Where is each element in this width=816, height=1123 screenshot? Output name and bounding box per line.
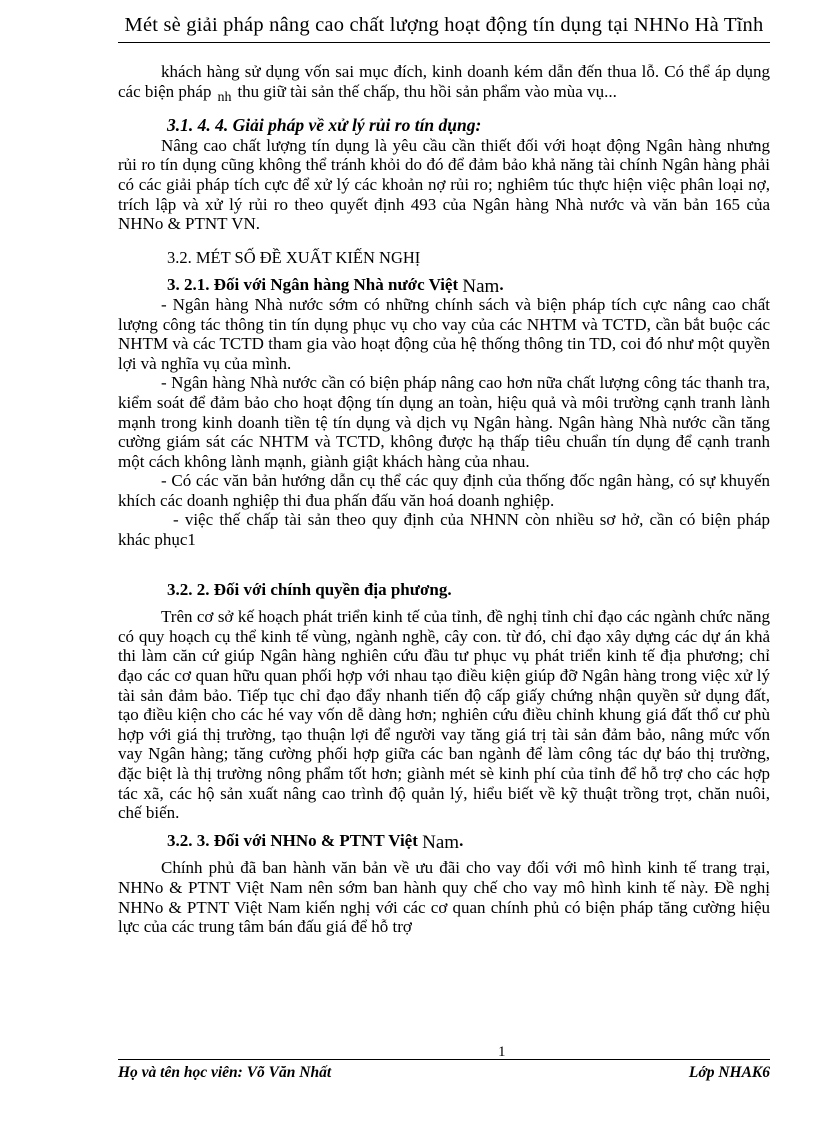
heading-3-2-1-nam: Nam	[462, 276, 500, 298]
header-divider	[118, 42, 770, 43]
heading-3-1-4-4: 3.1. 4. 4. Giải pháp về xử lý rủi ro tín dụng:	[167, 115, 482, 136]
page-header-title: Mét sè giải pháp nâng cao chất lượng hoạt động tín dụng tại NHNo Hà Tĩnh	[124, 14, 764, 36]
paragraph-3-2-1-a: - Ngân hàng Nhà nước sớm có những chính sách và biện pháp tích cực nâng cao chất lượng công tác thông tin tín dụng phục vụ cho vay của các NHTM và TCTD, cần bắt buộc các NHTM và các TCTD tham gia vào hoạt động của hệ thống thông tin TD, coi đó như một quyền lợi và nghĩa vụ của mình.	[118, 294, 770, 373]
paragraph-3-2-1-c: - Có các văn bản hướng dẫn cụ thể các quy định của thống đốc ngân hàng, có sự khuyến khích các doanh nghiệp thi đua phấn đấu văn hoá doanh nghiệp.	[118, 471, 770, 510]
paragraph-3-2-1-b: - Ngân hàng Nhà nước cần có biện pháp nâng cao hơn nữa chất lượng công tác thanh tra, kiểm soát để đảm bảo cho hoạt động tín dụng an toàn, hiệu quả và môi trường cạnh tranh lành mạnh trong kinh doanh tiền tệ tín dụng và dịch vụ Ngân hàng. Ngân hàng Nhà nước cần tăng cường giám sát các NHTM và TCTD, không được hạ thấp tiêu chuẩn tín dụng để cạnh tranh một cách không lành mạnh, giành giật khách hàng của nhau.	[118, 373, 770, 471]
heading-3-2-1-dot: .	[499, 275, 504, 295]
document-body	[118, 62, 770, 937]
footer-class: Lớp NHAK6	[688, 1064, 770, 1081]
heading-3-2-3-dot: .	[459, 830, 464, 850]
paragraph-3-2-1-d: - việc thế chấp tài sản theo quy định của NHNN còn nhiều sơ hở, cần có biện pháp khác phục1	[118, 510, 770, 550]
paragraph-3-1-4-4: Nâng cao chất lượng tín dụng là yêu cầu cần thiết đối với hoạt động Ngân hàng nhưng rủi ro tín dụng cũng không thể tránh khỏi do đó để đảm bảo khả năng tài chính Ngân hàng phải có các giải pháp tích cực để xử lý các khoản nợ rủi ro; nghiêm túc thực hiện việc phân loại nợ, trích lập và xử lý rủi ro theo quyết định 493 của Ngân hàng Nhà nước và văn bản 165 của NHNo & PTNT VN.	[118, 135, 770, 234]
paragraph-3-2-3: Chính phủ đã ban hành văn bản về ưu đãi cho vay đối với mô hình kinh tế trang trại, NHNo & PTNT Việt Nam nên sớm ban hành quy chế cho vay mô hình kinh tế này. Đề nghị NHNo & PTNT Việt Nam kiến nghị với các cơ quan chính phủ có biện pháp tăng cường hiệu lực của các trung tâm bán đấu giá để hỗ trợ	[118, 858, 770, 937]
heading-3-2-3-text: 3.2. 3. Đối với NHNo & PTNT Việt	[167, 830, 418, 850]
page-number: 1	[498, 1044, 506, 1060]
paragraph-continuation-part-2: thu giữ tài sản thế chấp, thu hồi sản phẩm vào mùa vụ...	[237, 81, 617, 101]
paragraph-3-2-2: Trên cơ sở kế hoạch phát triển kinh tế của tỉnh, đề nghị tỉnh chỉ đạo các ngành chức năng có quy hoạch cụ thể kinh tế vùng, ngành nghề, cây con. từ đó, chỉ đạo xây dựng các dự án khả thi làm căn cứ giúp Ngân hàng nghiên cứu đầu tư phục vụ phát triển kinh tế địa phương; chỉ đạo các cơ quan hữu quan phối hợp với nhau tạo điều kiện giúp đỡ Ngân hàng trong việc xử lý tài sản đảm bảo. Tiếp tục chỉ đạo đẩy nhanh tiến độ cấp giấy chứng nhận quyền sử dụng đất, tạo điều kiện cho các hé vay vốn dễ dàng hơn; nghiên cứu điều chỉnh khung giá đất thổ cư phù hợp với giá thị trường, tạo thuận lợi để người vay tăng giá trị tài sản đảm bảo, nâng mức vốn vay Ngân hàng; tăng cường phối hợp giữa các ban ngành để làm công tác dự báo thị trường, đặc biệt là thị trường nông phẩm tốt hơn; giành mét sè kinh phí của tỉnh để hỗ trợ cho các hợp tác xã, các hộ sản xuất nâng cao trình độ quản lý, hiểu biết về kỹ thuật trồng trọt, chăn nuôi, chế biến.	[118, 607, 770, 823]
heading-3-2-3-nam: Nam	[422, 831, 460, 853]
heading-3-2: 3.2. MÉT SỐ ĐỀ XUẤT KIẾN NGHỊ	[167, 247, 421, 267]
heading-3-2-1-text: 3. 2.1. Đối với Ngân hàng Nhà nước Việt	[167, 275, 459, 295]
paragraph-continuation-part-1: khách hàng sử dụng vốn sai mục đích, kinh doanh kém dẫn đến thua lỗ. Có thể áp dụng các biện pháp	[118, 62, 770, 101]
paragraph-continuation	[118, 62, 770, 103]
heading-3-2-1	[118, 275, 770, 298]
heading-3-2-2: 3.2. 2. Đối với chính quyền địa phương.	[167, 579, 452, 599]
inline-fragment: nh	[217, 89, 232, 105]
footer-student-name: Họ và tên học viên: Võ Văn Nhất	[118, 1064, 332, 1081]
heading-3-2-3	[118, 831, 770, 851]
footer-divider	[118, 1059, 770, 1060]
